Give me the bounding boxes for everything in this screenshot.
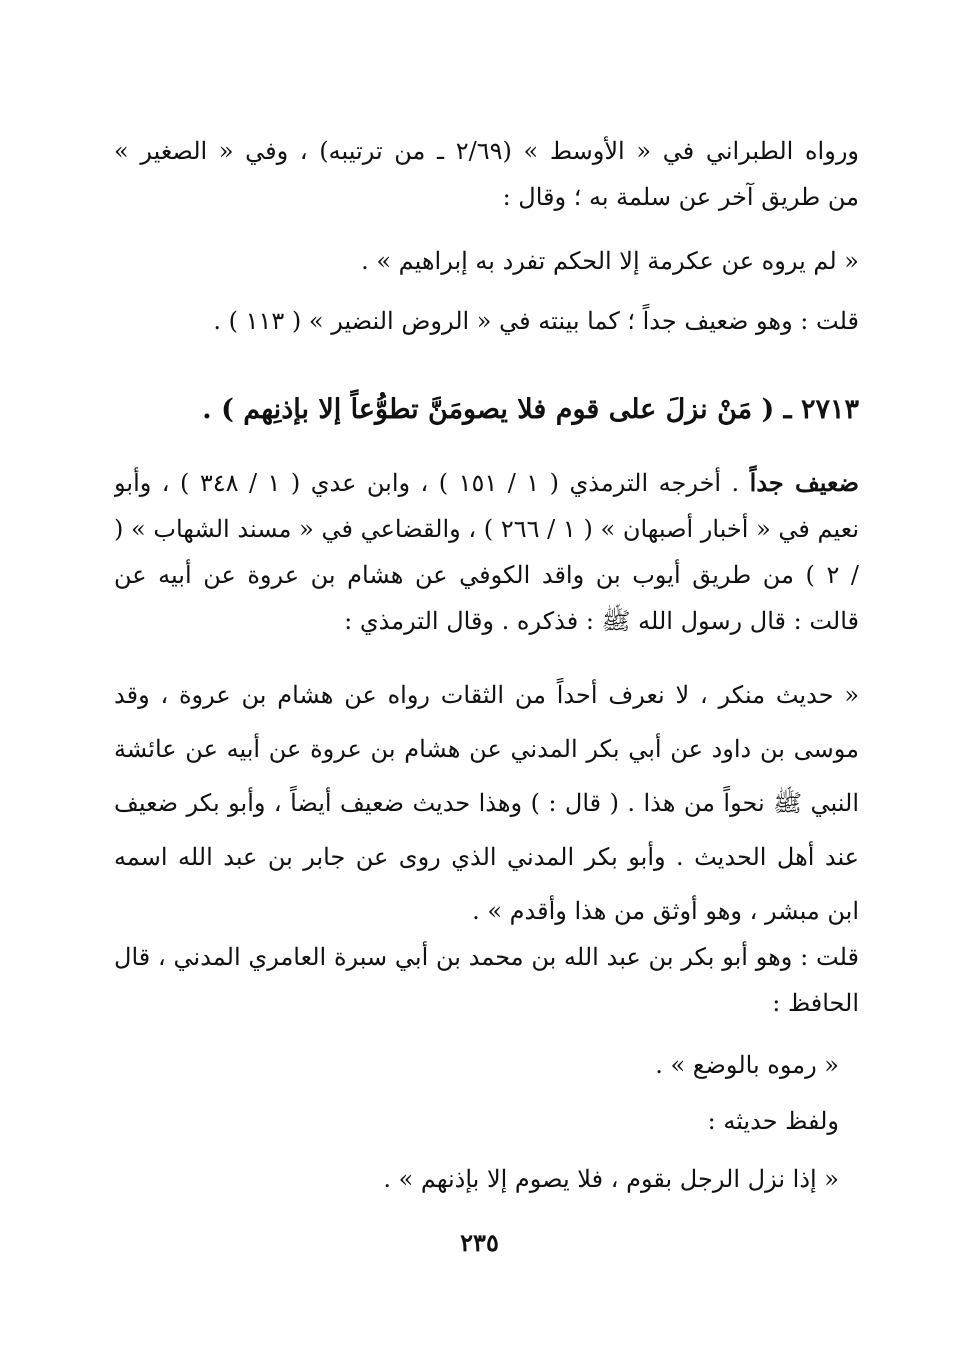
text-line: ورواه الطبراني في « الأوسط » (٢/٦٩ ـ من ترتيبه) ، وفي « الصغير » <box>114 137 859 165</box>
quote-hadith-text <box>114 1156 859 1202</box>
hadith-heading <box>114 384 859 436</box>
page-number: ٢٣٥ <box>460 1228 499 1257</box>
hadith-title: ٢٧١٣ ـ ( مَنْ نزلَ على قوم فلا يصومَنَّ تطوُّعاً إلا بإذنِهم ) . <box>202 394 859 425</box>
quote-tabarani <box>114 238 859 284</box>
text-line: « حديث منكر ، لا نعرف أحداً من الثقات رواه عن هشام بن عروة ، وقد <box>114 681 859 709</box>
text-line: النبي ﷺ نحواً من هذا . ( قال : ) وهذا حديث ضعيف أيضاً ، وأبو بكر ضعيف <box>114 789 859 817</box>
text-line: نعيم في « أخبار أصبهان » ( ١ / ٢٦٦ ) ، والقضاعي في « مسند الشهاب » ( <box>114 515 859 543</box>
text-line: « إذا نزل الرجل بقوم ، فلا يصوم إلا بإذنهم » . <box>383 1165 839 1193</box>
text-line: من طريق آخر عن سلمة به ؛ وقال : <box>502 183 859 211</box>
text-line <box>114 460 859 506</box>
paragraph-takhrij <box>114 460 859 644</box>
text-line: قلت : وهو ضعيف جداً ؛ كما بينته في « الروض النضير » ( ١١٣ ) . <box>213 307 859 335</box>
text-line: ولفظ حديثه : <box>707 1107 839 1135</box>
text-line: « لم يروه عن عكرمة إلا الحكم تفرد به إبراهيم » . <box>361 247 859 275</box>
text-line: قلت : وهو أبو بكر بن عبد الله بن محمد بن أبي سبرة العامري المدني ، قال <box>114 943 859 971</box>
text-line: الحافظ : <box>772 989 859 1017</box>
text-line: قالت : قال رسول الله ﷺ : فذكره . وقال الترمذي : <box>344 607 859 635</box>
text-line: « رموه بالوضع » . <box>655 1051 839 1079</box>
paragraph-wording <box>114 1098 859 1144</box>
paragraph-citation <box>114 128 859 220</box>
text-line: / ٢ ) من طريق أيوب بن واقد الكوفي عن هشام بن عروة عن أبيه عن <box>114 561 859 589</box>
quote-hafiz <box>114 1042 859 1088</box>
text-line: عند أهل الحديث . وأبو بكر المدني الذي روى عن جابر بن عبد الله اسمه <box>114 843 859 871</box>
grading-label: ضعيف جداً <box>749 468 859 497</box>
text-line: ابن مبشر ، وهو أوثق من هذا وأقدم » . <box>472 897 859 925</box>
paragraph-author-note <box>114 298 859 344</box>
quote-tirmidhi <box>114 668 859 938</box>
paragraph-identification <box>114 934 859 1026</box>
text-segment: . أخرجه الترمذي ( ١ / ١٥١ ) ، وابن عدي ( ١ / ٣٤٨ ) ، وأبو <box>114 469 740 497</box>
text-line: موسى بن داود عن أبي بكر المدني عن هشام بن عروة عن أبيه عن عائشة <box>114 735 859 763</box>
